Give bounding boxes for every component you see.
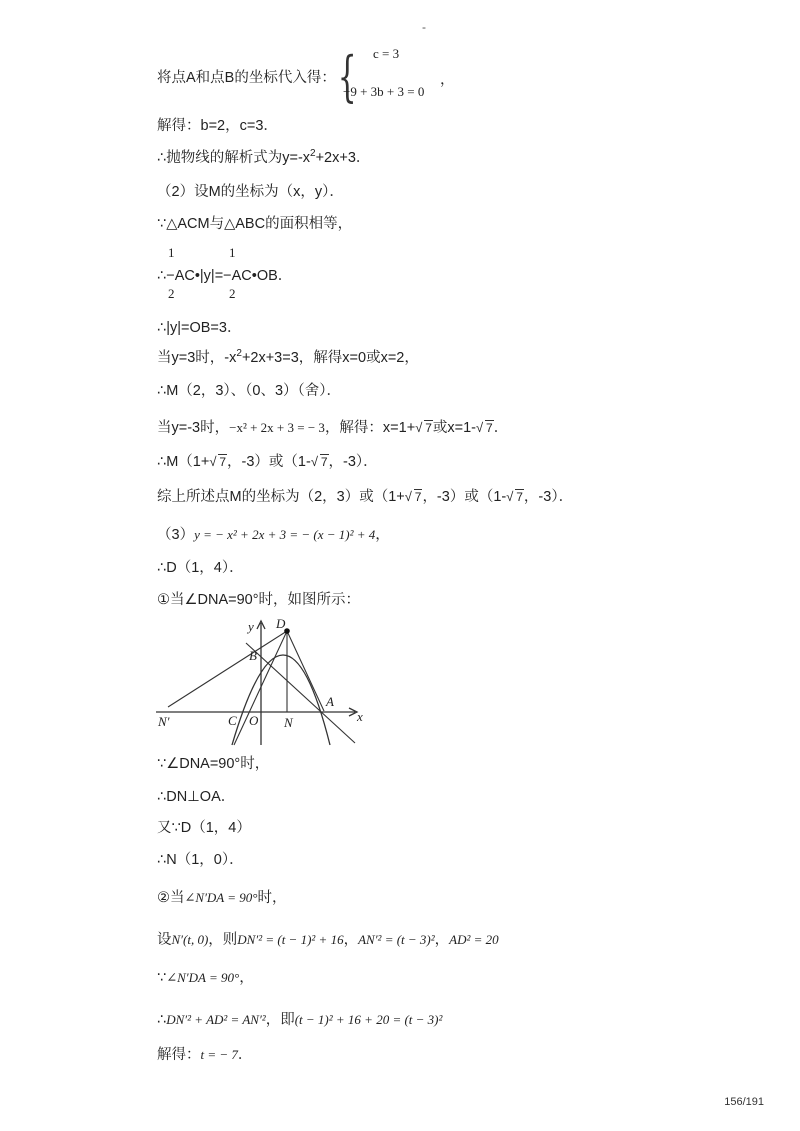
line-since-angle bbox=[157, 968, 254, 988]
radicand: 7 bbox=[219, 455, 227, 469]
sqrt-symbol bbox=[415, 418, 433, 438]
line-parabola bbox=[157, 148, 370, 168]
sqrt-symbol bbox=[209, 452, 227, 472]
text: ∵ bbox=[157, 970, 167, 986]
line-part2: （2）设M的坐标为（x，y）． bbox=[157, 184, 344, 200]
math-expr: ∠N′DA = 90° bbox=[184, 890, 258, 905]
text: 将点A和点B的坐标代入得： bbox=[157, 70, 336, 86]
text: 或x=1- bbox=[432, 420, 476, 436]
text: ， bbox=[239, 970, 254, 986]
text: 设 bbox=[157, 932, 172, 948]
sqrt-symbol bbox=[506, 487, 524, 507]
radicand: 7 bbox=[425, 421, 432, 435]
text: +2x+3=3，解得x=0或x=2， bbox=[241, 350, 419, 366]
text: ，-3）． bbox=[523, 489, 574, 505]
math-expr: N′(t, 0) bbox=[171, 932, 209, 947]
line-abs-y: ∴|y|=OB=3． bbox=[157, 320, 242, 336]
math-expr: y = − x² + 2x + 3 = − (x − 1)² + 4 bbox=[194, 527, 376, 542]
fraction-denominator: 2 bbox=[229, 286, 236, 301]
line-substitute bbox=[157, 68, 336, 88]
text: ． bbox=[493, 420, 509, 436]
text: 综上所述点M的坐标为（2，3）或（1+ bbox=[157, 489, 405, 505]
line-d-a bbox=[287, 631, 324, 711]
line-d-coord: 又∵D（1，4） bbox=[157, 820, 251, 836]
line-dn-perp: ∴DN⊥OA． bbox=[157, 789, 236, 805]
fraction-numerator: 1 bbox=[168, 245, 175, 260]
math-expr: −x² + 2x + 3 = − 3 bbox=[229, 420, 325, 435]
line-m-points: ∴M（2，3）、（0、3）（舍）． bbox=[157, 383, 342, 399]
comma: ， bbox=[440, 72, 455, 88]
page-number: 156/191 bbox=[724, 1096, 764, 1108]
text: ，则 bbox=[208, 932, 238, 948]
label-n: N bbox=[284, 715, 293, 730]
label-x: x bbox=[357, 709, 363, 724]
text: ，即 bbox=[265, 1012, 295, 1028]
line-area-equal: ∵△ACM与△ABC的面积相等， bbox=[157, 216, 353, 232]
radicand: 7 bbox=[486, 421, 493, 435]
sqrt-symbol bbox=[405, 487, 423, 507]
text: 时， bbox=[257, 890, 287, 906]
text: ， bbox=[343, 932, 359, 948]
label-o: O bbox=[249, 713, 259, 728]
line-since-dna: ∵∠DNA=90°时， bbox=[157, 756, 270, 772]
brace-symbol: { bbox=[337, 45, 357, 108]
line-y-equals-3 bbox=[157, 348, 419, 368]
line-part3 bbox=[157, 525, 390, 545]
text: ，解得：x=1+ bbox=[324, 420, 416, 436]
line-m-neg3 bbox=[157, 452, 378, 472]
fraction-denominator: 2 bbox=[168, 286, 175, 301]
parabola-figure bbox=[150, 615, 370, 750]
line-case2 bbox=[157, 888, 286, 908]
line-y-equals-neg3 bbox=[157, 418, 508, 438]
text: ，-3）或（1- bbox=[227, 454, 311, 470]
radicand: 7 bbox=[320, 455, 328, 469]
math-expr: AD² = 20 bbox=[449, 932, 499, 947]
text: ，-3）或（1- bbox=[422, 489, 507, 505]
line-set-nprime bbox=[157, 930, 499, 950]
sqrt-symbol bbox=[311, 452, 329, 472]
line-summary bbox=[157, 487, 573, 507]
superscript: 2 bbox=[236, 348, 242, 359]
radicand: 7 bbox=[414, 490, 422, 504]
line-pythagoras bbox=[157, 1010, 442, 1030]
label-d: D bbox=[276, 616, 286, 631]
line-solve-bc: 解得：b=2，c=3． bbox=[157, 118, 278, 134]
math-expr: (t − 1)² + 16 + 20 = (t − 3)² bbox=[294, 1012, 443, 1027]
math-expr: ∠N′DA = 90° bbox=[166, 970, 240, 985]
label-nprime: N' bbox=[158, 714, 170, 729]
radicand: 7 bbox=[516, 490, 523, 504]
text: ， bbox=[434, 932, 450, 948]
label-c: C bbox=[228, 713, 237, 728]
text: 当y=3时，-x bbox=[157, 350, 237, 366]
sqrt-symbol bbox=[476, 418, 494, 438]
text: ， bbox=[375, 527, 390, 543]
text: ∴M（1+ bbox=[157, 454, 210, 470]
superscript: 2 bbox=[310, 148, 316, 159]
label-a: A bbox=[326, 694, 334, 709]
text: 解得： bbox=[157, 1047, 201, 1063]
line-vertex-d: ∴D（1，4）． bbox=[157, 560, 244, 576]
text: （3） bbox=[157, 527, 195, 543]
page-marker: - bbox=[422, 20, 426, 34]
label-y: y bbox=[248, 619, 254, 634]
line-solution-t bbox=[157, 1045, 252, 1065]
parabola-curve bbox=[232, 655, 330, 745]
line-area-formula: ∴−AC•|y|=−AC•OB． bbox=[157, 268, 293, 284]
equation-2: −9 + 3b + 3 = 0 bbox=[343, 84, 425, 99]
text: +2x+3． bbox=[315, 150, 371, 166]
text: ②当 bbox=[157, 890, 185, 906]
text: ． bbox=[237, 1047, 253, 1063]
equation-1: c = 3 bbox=[373, 46, 400, 61]
line-n-coord: ∴N（1，0）． bbox=[157, 852, 244, 868]
line-case1: ①当∠DNA=90°时，如图所示： bbox=[157, 592, 361, 608]
text: ，-3）． bbox=[328, 454, 378, 470]
math-expr: AN′² = (t − 3)² bbox=[358, 932, 435, 947]
math-expr: DN′² + AD² = AN′² bbox=[166, 1012, 266, 1027]
line-b-a bbox=[246, 643, 355, 743]
label-b: B bbox=[249, 648, 257, 663]
text: ∴ bbox=[157, 1012, 167, 1028]
math-expr: DN′² = (t − 1)² + 16 bbox=[237, 932, 344, 947]
text: 当y=-3时， bbox=[157, 420, 230, 436]
fraction-numerator: 1 bbox=[229, 245, 236, 260]
text: ∴抛物线的解析式为y=-x bbox=[157, 150, 311, 166]
math-expr: t = − 7 bbox=[200, 1047, 238, 1062]
